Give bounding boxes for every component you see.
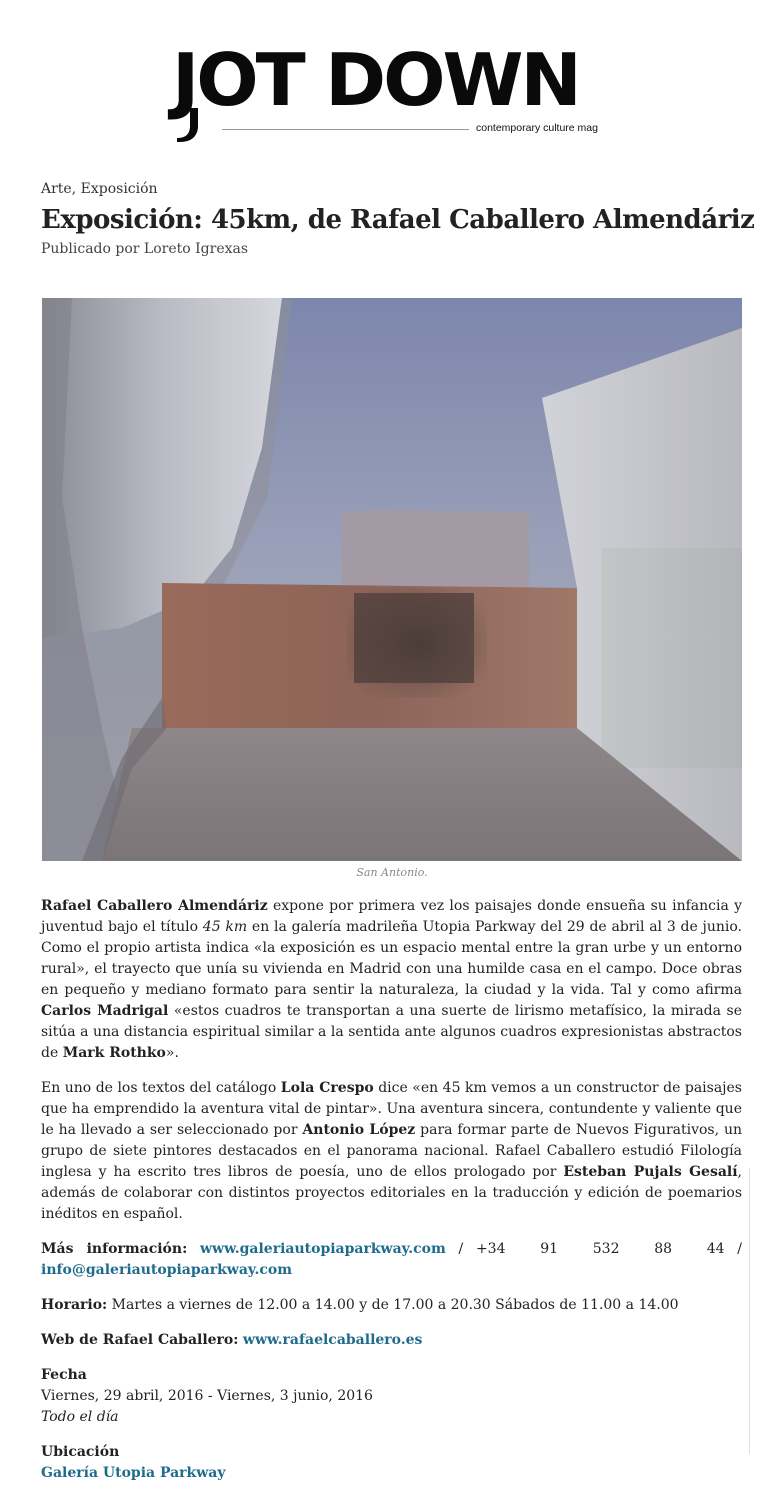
prologue-author: Esteban Pujals Gesalí <box>563 1164 738 1180</box>
byline-prefix: Publicado por <box>41 241 140 257</box>
image-caption: San Antonio. <box>356 866 428 879</box>
critic-name: Carlos Madrigal <box>41 1003 169 1019</box>
opening-hours <box>41 1295 742 1316</box>
author-name[interactable]: Loreto Igrexas <box>143 241 249 257</box>
category-separator: , <box>71 181 81 197</box>
hours-value: Martes a viernes de 12.00 a 14.00 y de 17.00 a 20.30 Sábados de 11.00 a 14.00 <box>111 1297 679 1313</box>
work-title: 45 km <box>202 919 248 935</box>
page-title: Exposición: 45km, de Rafael Caballero Almendáriz <box>41 205 755 235</box>
featured-painting <box>42 298 742 861</box>
gallery-phone: +34 91 532 88 44 <box>475 1241 725 1257</box>
writer-name: Lola Crespo <box>280 1080 374 1096</box>
article-paragraph: En uno de los textos del catálogo Lola Crespo dice «en 45 km vemos a un constructor de paisajes que ha emprendido la aventura vital de pintar». Una aventura sincera, contundente y valiente que le ha llevado a ser seleccionado por Antonio López para formar parte de Nuevos Figurativos, un grupo de siete pintores destacados en el panorama nacional. Rafael Caballero estudió Filología inglesa y ha escrito tres libros de poesía, uno de ellos prologado por Esteban Pujals Gesalí, además de colaborar con distintos proyectos editoriales en la traducción y edición de poemarios inéditos en español. <box>41 1080 742 1222</box>
artist-website <box>41 1330 742 1351</box>
artist-name: Rafael Caballero Almendáriz <box>41 898 268 914</box>
more-info: Más información: www.galeriautopiaparkway.com / +34 91 532 88 44 / info@galeriautopiaparkway.com <box>41 1241 743 1278</box>
painting-image <box>42 298 742 861</box>
selector-name: Antonio López <box>302 1122 416 1138</box>
post-categories <box>41 181 158 197</box>
artist-web-label: Web de Rafael Caballero: <box>41 1332 239 1348</box>
byline <box>41 241 248 257</box>
article-paragraph: Rafael Caballero Almendáriz expone por primera vez los paisajes donde ensueña su infancia y juventud bajo el título 45 km en la galería madrileña Utopia Parkway del 29 de abril al 3 de junio. Como el propio artista indica «la exposición es un espacio mental entre la gran urbe y un entorno rural», el trayecto que unía su vivienda en Madrid con una humilde casa en el campo. Doce obras en pequeño y mediano formato para sentir la naturaleza, la ciudad y la vida. Tal y como afirma Carlos Madrigal «estos cuadros te transportan a una suerte de lirismo metafísico, la mirada se sitúa a una distancia espiritual similar a la sentida ante algunos cuadros expresionistas abstractos de Mark Rothko». <box>41 898 743 1061</box>
gallery-website-link[interactable]: www.galeriautopiaparkway.com <box>199 1241 446 1257</box>
article-body <box>41 896 742 1498</box>
logo-j-hook-icon <box>174 108 204 144</box>
hours-label: Horario: <box>41 1297 108 1313</box>
location-link[interactable]: Galería Utopia Parkway <box>41 1465 226 1481</box>
site-logo[interactable] <box>172 38 612 148</box>
date-range: Viernes, 29 abril, 2016 - Viernes, 3 junio, 2016 <box>41 1388 373 1404</box>
category-link[interactable]: Exposición <box>80 181 158 197</box>
logo-wordmark: JOT DOWN <box>172 38 579 122</box>
logo-rule <box>222 129 469 130</box>
painter-name: Mark Rothko <box>62 1045 166 1061</box>
sidebar-divider <box>749 1168 750 1454</box>
date-label: Fecha <box>41 1367 87 1383</box>
more-info-label: Más información: <box>41 1241 188 1257</box>
location-label: Ubicación <box>41 1444 120 1460</box>
category-link[interactable]: Arte <box>41 181 72 197</box>
artist-website-link[interactable]: www.rafaelcaballero.es <box>242 1332 423 1348</box>
event-location <box>41 1442 742 1484</box>
event-date <box>41 1365 742 1428</box>
all-day-note: Todo el día <box>41 1409 119 1425</box>
gallery-email-link[interactable]: info@galeriautopiaparkway.com <box>41 1262 293 1278</box>
logo-tagline: contemporary culture mag <box>476 122 598 134</box>
